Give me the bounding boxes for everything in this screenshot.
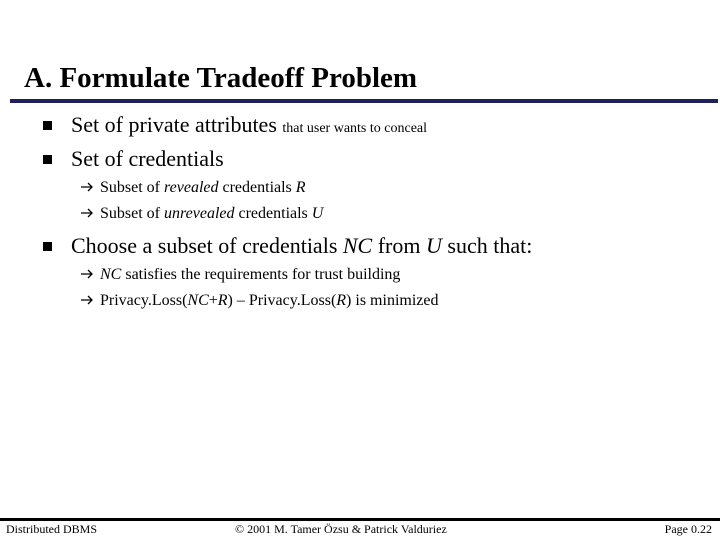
bullet-private-attributes [71,111,427,143]
arrow-right-icon [80,207,94,219]
bullet-square [43,121,52,130]
sub-text: satisfies the requirements for trust building [121,266,401,283]
sub-text: + [208,292,218,309]
sub-text: Subset of [100,179,164,196]
bullet-text-small: that user wants to conceal [282,121,428,136]
sub-bullet-privacy-loss [80,291,438,311]
sub-text: credentials [234,205,312,222]
bullet-choose-subset [71,232,532,260]
footer-page-number: Page 0.22 [664,522,712,536]
bullet-text: such that: [441,233,533,258]
sub-bullet-nc-satisfies [80,265,400,285]
bullet-square [43,155,52,164]
sub-text-var: R [295,179,306,196]
bullet-text-italic: NC [342,233,373,258]
sub-text: credentials [218,179,296,196]
sub-text-italic: unrevealed [164,205,235,222]
slide-title: A. Formulate Tradeoff Problem [24,62,418,94]
bullet-text-italic: U [426,233,442,258]
sub-text-italic: NC [100,266,122,283]
arrow-right-icon [80,294,94,306]
sub-text: Privacy.Loss( [100,292,188,309]
sub-text: ) – Privacy.Loss( [227,292,337,309]
sub-text-italic: R [336,292,347,309]
sub-text-italic: R [217,292,228,309]
bullet-credentials: Set of credentials [71,146,224,171]
footer-left: Distributed DBMS [6,522,98,536]
sub-bullet-revealed [80,178,306,198]
sub-text-italic: revealed [164,179,219,196]
sub-text-var: U [311,205,324,222]
sub-text: Subset of [100,205,164,222]
title-underline [10,99,718,103]
bullet-square [43,242,52,251]
sub-bullet-unrevealed [80,204,323,224]
bullet-text: from [372,233,426,258]
sub-text: ) is minimized [346,292,439,309]
footer-center: © 2001 M. Tamer Özsu & Patrick Valduriez [235,522,447,536]
arrow-right-icon [80,268,94,280]
arrow-right-icon [80,181,94,193]
bullet-text: Choose a subset of credentials [71,233,343,258]
bullet-text: Set of private attributes [71,112,283,137]
sub-text-italic: NC [187,292,209,309]
